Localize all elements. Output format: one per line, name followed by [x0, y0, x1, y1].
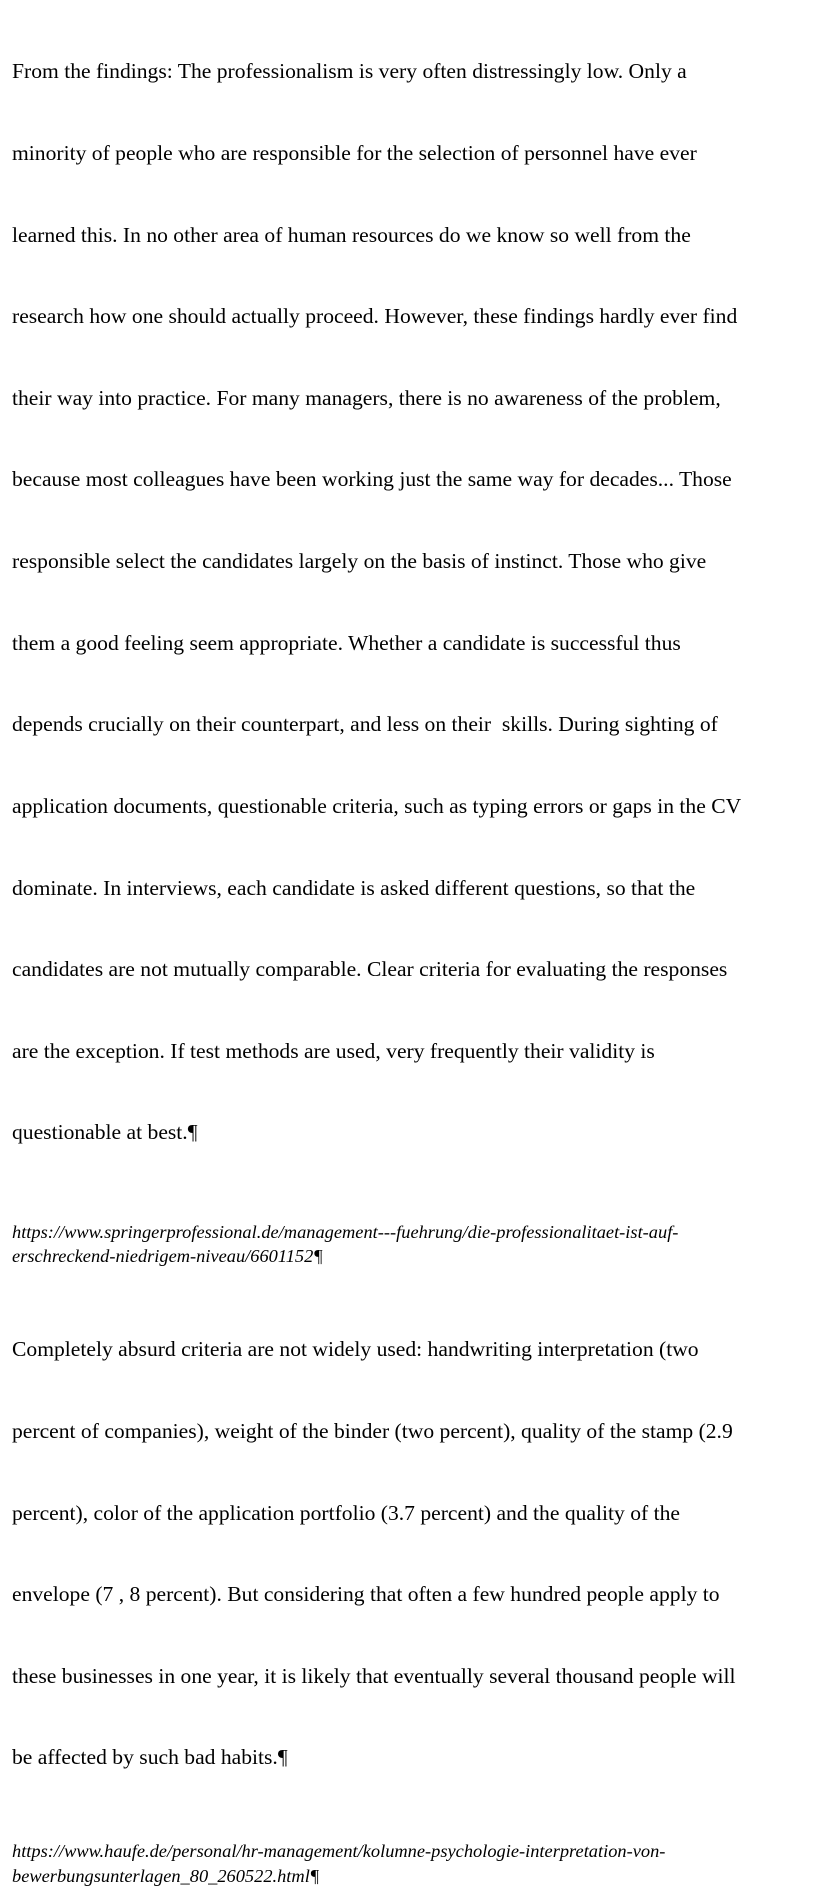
text-line: because most colleagues have been working just the same way for decades... Those	[12, 466, 830, 493]
url-line[interactable]: erschreckend-niedrigem-niveau/6601152¶	[12, 1244, 830, 1269]
text-line: depends crucially on their counterpart, and less on their skills. During sighting of	[12, 711, 830, 738]
text-line: envelope (7 , 8 percent). But considering that often a few hundred people apply to	[12, 1581, 830, 1608]
text-line: candidates are not mutually comparable. Clear criteria for evaluating the responses	[12, 956, 830, 983]
text-line: are the exception. If test methods are used, very frequently their validity is	[12, 1038, 830, 1065]
text-line: application documents, questionable criteria, such as typing errors or gaps in the CV	[12, 793, 830, 820]
source-link-haufe[interactable]	[12, 1839, 830, 1888]
url-line[interactable]: https://www.springerprofessional.de/management---fuehrung/die-professionalitaet-ist-auf-	[12, 1220, 830, 1245]
paragraph-findings	[12, 4, 830, 1201]
text-line: minority of people who are responsible for the selection of personnel have ever	[12, 140, 830, 167]
document-body	[12, 4, 830, 1888]
paragraph-spacing	[12, 1826, 830, 1839]
text-line: questionable at best.¶	[12, 1119, 830, 1146]
source-link-springer[interactable]	[12, 1220, 830, 1269]
text-line: research how one should actually proceed. However, these findings hardly ever find	[12, 303, 830, 330]
text-line: From the findings: The professionalism is very often distressingly low. Only a	[12, 58, 830, 85]
text-line: dominate. In interviews, each candidate is asked different questions, so that the	[12, 875, 830, 902]
text-line: Completely absurd criteria are not widely used: handwriting interpretation (two	[12, 1336, 830, 1363]
url-line[interactable]: https://www.haufe.de/personal/hr-management/kolumne-psychologie-interpretation-von-	[12, 1839, 830, 1864]
paragraph-spacing	[12, 1269, 830, 1282]
paragraph-absurd-criteria	[12, 1282, 830, 1826]
text-line: responsible select the candidates largely on the basis of instinct. Those who give	[12, 548, 830, 575]
text-line: these businesses in one year, it is likely that eventually several thousand people will	[12, 1663, 830, 1690]
text-line: learned this. In no other area of human resources do we know so well from the	[12, 222, 830, 249]
text-line: them a good feeling seem appropriate. Whether a candidate is successful thus	[12, 630, 830, 657]
text-line: percent of companies), weight of the binder (two percent), quality of the stamp (2.9	[12, 1418, 830, 1445]
paragraph-spacing	[12, 1201, 830, 1220]
text-line: percent), color of the application portfolio (3.7 percent) and the quality of the	[12, 1500, 830, 1527]
text-line: their way into practice. For many managers, there is no awareness of the problem,	[12, 385, 830, 412]
text-line: be affected by such bad habits.¶	[12, 1744, 830, 1771]
url-line[interactable]: bewerbungsunterlagen_80_260522.html¶	[12, 1864, 830, 1888]
